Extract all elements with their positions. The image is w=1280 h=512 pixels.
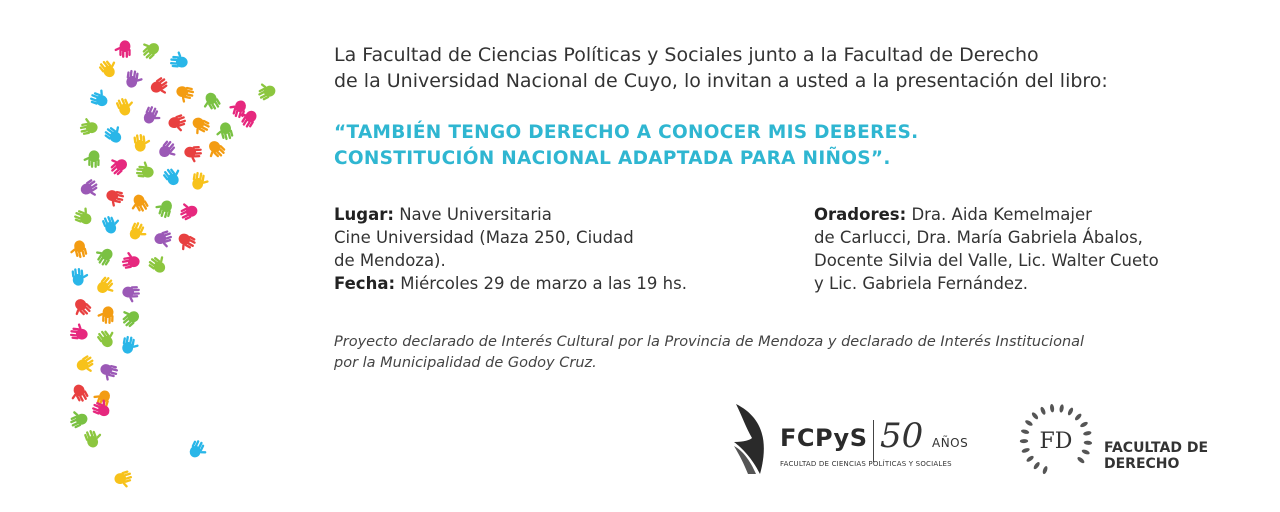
hand-print-icon (184, 146, 202, 163)
fd-laurel-seal-icon (1018, 402, 1094, 478)
speakers-line-1: Dra. Aida Kemelmajer (906, 205, 1092, 224)
hand-print-icon (68, 239, 88, 260)
lugar-value: Nave Universitaria (393, 205, 552, 224)
hand-print-icon (66, 407, 89, 429)
hand-print-icon (136, 160, 155, 178)
fd-monogram: FD (1039, 429, 1073, 454)
hand-print-icon (254, 79, 277, 102)
fcpys-anos: AÑOS (932, 436, 969, 450)
hand-print-icon (74, 354, 98, 377)
hand-print-icon (153, 198, 174, 220)
book-title-line-2: CONSTITUCIÓN NACIONAL ADAPTADA PARA NIÑOS”. (334, 148, 891, 169)
hand-print-icon (128, 221, 150, 244)
hand-print-icon (69, 297, 93, 321)
lugar-label: Lugar: (334, 205, 394, 224)
hand-print-icon (73, 204, 95, 226)
hand-print-icon (191, 171, 210, 191)
hand-print-icon (89, 86, 111, 107)
fecha-label: Fecha: (334, 274, 396, 293)
hand-print-icon (115, 95, 137, 118)
note-line-2: por la Municipalidad de Godoy Cruz. (334, 355, 597, 371)
hand-print-icon (199, 91, 222, 115)
hand-print-icon (92, 244, 115, 268)
speakers-label: Oradores: (814, 205, 907, 224)
fecha-value: Miércoles 29 de marzo a las 19 hs. (395, 274, 687, 293)
hand-print-icon (174, 231, 197, 254)
hand-print-icon (120, 250, 140, 269)
facultad-derecho-logo (1018, 402, 1218, 478)
speakers-line-2: de Carlucci, Dra. María Gabriela Ábalos, (814, 228, 1143, 247)
fcpys-sail-icon (730, 398, 780, 478)
hand-print-icon (161, 164, 185, 188)
hand-print-icon (83, 150, 100, 168)
hand-print-icon (137, 37, 161, 61)
fd-name-line-2: DERECHO (1104, 456, 1180, 472)
speakers (814, 203, 1234, 295)
hand-print-icon (101, 213, 123, 235)
hand-print-icon (147, 251, 171, 275)
hand-print-icon (95, 275, 119, 299)
hand-print-icon (133, 133, 152, 152)
hand-print-icon (127, 193, 150, 216)
hand-print-icon (113, 470, 135, 491)
speakers-line-3: Docente Silvia del Valle, Lic. Walter Cueto (814, 251, 1159, 270)
hand-print-icon (188, 439, 211, 462)
fcpys-years: 50 (880, 416, 924, 456)
hand-print-icon (78, 178, 102, 201)
argentina-hands-map (0, 0, 320, 512)
hand-print-icon (104, 189, 125, 209)
hand-print-icon (170, 51, 189, 69)
intro-line-1: La Facultad de Ciencias Políticas y Sociales junto a la Facultad de Derecho (334, 44, 1039, 66)
hand-print-icon (117, 305, 141, 329)
hand-print-icon (153, 230, 175, 251)
hand-print-icon (97, 306, 114, 324)
note-line-1: Proyecto declarado de Interés Cultural por la Provincia de Mendoza y declarado de Interés Institucional (334, 334, 1085, 350)
hand-print-icon (114, 40, 130, 58)
hand-print-icon (83, 427, 105, 449)
hand-print-icon (67, 383, 90, 406)
hand-print-icon (157, 139, 181, 163)
fcpys-subtitle: FACULTAD DE CIENCIAS POLÍTICAS Y SOCIALES (780, 460, 952, 468)
fcpys-logo (730, 398, 980, 478)
event-details (334, 203, 734, 295)
intro-text (334, 42, 1214, 94)
hand-print-icon (71, 267, 89, 286)
fd-name (1104, 440, 1208, 472)
fcpys-name: FCPyS (780, 424, 868, 452)
hand-print-icon (97, 55, 121, 79)
fd-name-line-1: FACULTAD DE (1104, 440, 1209, 456)
hand-print-icon (125, 69, 144, 89)
hand-print-icon (122, 286, 140, 303)
hand-print-icon (176, 199, 199, 222)
hand-print-icon (148, 76, 172, 100)
fcpys-divider (873, 420, 874, 462)
hand-print-icon (103, 121, 127, 145)
interest-declaration-note (334, 332, 1234, 374)
hand-print-icon (167, 113, 189, 134)
speakers-line-4: y Lic. Gabriela Fernández. (814, 274, 1028, 293)
lugar-line-2: Cine Universidad (Maza 250, Ciudad (334, 228, 634, 247)
hand-print-icon (105, 153, 129, 177)
book-title-line-1: “TAMBIÉN TENGO DERECHO A CONOCER MIS DEBERES. (334, 122, 919, 143)
book-title (334, 120, 1214, 172)
hand-print-icon (98, 363, 119, 383)
hand-print-icon (174, 85, 195, 105)
hand-print-icon (142, 105, 164, 128)
hand-print-icon (70, 322, 89, 340)
intro-line-2: de la Universidad Nacional de Cuyo, lo invitan a usted a la presentación del libro: (334, 70, 1108, 92)
lugar-line-3: de Mendoza). (334, 251, 446, 270)
hand-print-icon (203, 139, 227, 163)
hand-print-icon (188, 115, 211, 138)
hand-print-icon (96, 326, 120, 350)
hand-print-icon (78, 116, 98, 136)
hand-print-icon (214, 121, 234, 142)
hand-print-icon (121, 335, 140, 355)
